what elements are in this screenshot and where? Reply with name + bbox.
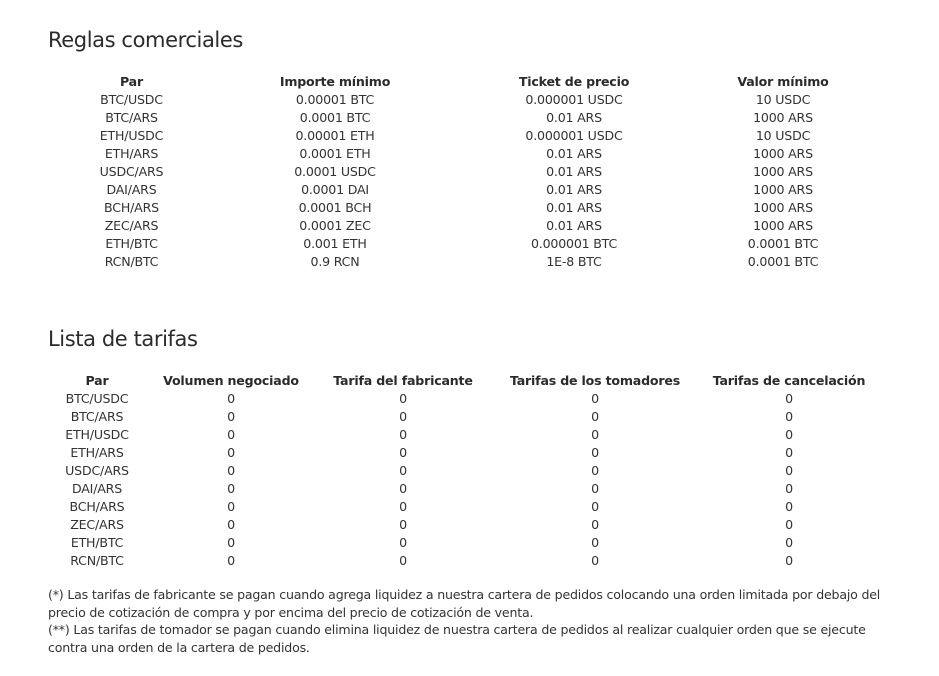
pair-cell: ETH/BTC: [70, 535, 124, 550]
pair-cell: USDC/ARS: [65, 463, 129, 478]
pair-cell: DAI/ARS: [71, 481, 122, 496]
min-value-cell: 0.0001 BTC: [747, 236, 819, 251]
table-row: [48, 127, 873, 145]
table-row: [48, 390, 878, 408]
fee-list-table: [48, 372, 878, 570]
fee-list-title: Lista de tarifas: [48, 327, 198, 351]
table-row: [48, 480, 878, 498]
price-tick-cell: 0.01 ARS: [546, 110, 602, 125]
table-row: [48, 462, 878, 480]
min-value-cell: 1000 ARS: [753, 182, 813, 197]
table-row: [48, 516, 878, 534]
traded-volume-cell: 0: [227, 445, 235, 460]
table-row: [48, 498, 878, 516]
min-value-cell: 1000 ARS: [753, 110, 813, 125]
min-amount-cell: 0.0001 ZEC: [299, 218, 371, 233]
traded-volume-cell: 0: [227, 427, 235, 442]
min-value-cell: 1000 ARS: [753, 146, 813, 161]
min-amount-cell: 0.0001 ETH: [299, 146, 371, 161]
taker-fee-cell: 0: [591, 445, 599, 460]
table-row: [48, 534, 878, 552]
pair-cell: ETH/BTC: [105, 236, 158, 251]
taker-fee-cell: 0: [591, 535, 599, 550]
pair-cell: BTC/USDC: [65, 391, 129, 406]
maker-fee-cell: 0: [399, 535, 407, 550]
taker-fee-cell: 0: [591, 427, 599, 442]
pair-cell: ETH/USDC: [65, 427, 129, 442]
pair-cell: ETH/ARS: [104, 146, 159, 161]
table-row: [48, 181, 873, 199]
maker-fee-cell: 0: [399, 391, 407, 406]
pair-cell: DAI/ARS: [106, 182, 157, 197]
traded-volume-cell: 0: [227, 409, 235, 424]
pair-cell: ETH/USDC: [99, 128, 164, 143]
pair-cell: RCN/BTC: [104, 254, 159, 269]
maker-fee-cell: 0: [399, 517, 407, 532]
price-tick-cell: 0.000001 USDC: [525, 92, 623, 107]
maker-fee-cell: 0: [399, 445, 407, 460]
cancel-fee-cell: 0: [785, 427, 793, 442]
price-tick-cell: 1E-8 BTC: [546, 254, 602, 269]
table-row: [48, 199, 873, 217]
cancel-fee-cell: 0: [785, 553, 793, 568]
min-amount-cell: 0.0001 DAI: [301, 182, 369, 197]
price-tick-cell: 0.01 ARS: [546, 218, 602, 233]
table-row: [48, 217, 873, 235]
table-row: [48, 426, 878, 444]
min-value-cell: 1000 ARS: [753, 164, 813, 179]
trading-rules-title: Reglas comerciales: [48, 28, 243, 52]
column-header-pair: Par: [85, 373, 109, 388]
table-row: [48, 444, 878, 462]
traded-volume-cell: 0: [227, 553, 235, 568]
maker-fee-cell: 0: [399, 553, 407, 568]
taker-fee-note: (**) Las tarifas de tomador se pagan cuando elimina liquidez de nuestra cartera de pedidos al realizar cualquier orden que se ejecute contra una orden de la cartera de pedidos.: [48, 622, 866, 655]
traded-volume-cell: 0: [227, 535, 235, 550]
min-amount-cell: 0.0001 USDC: [294, 164, 376, 179]
price-tick-cell: 0.01 ARS: [546, 146, 602, 161]
column-header-pair: Par: [119, 74, 143, 89]
maker-fee-cell: 0: [399, 481, 407, 496]
min-value-cell: 1000 ARS: [753, 218, 813, 233]
cancel-fee-cell: 0: [785, 445, 793, 460]
maker-fee-cell: 0: [399, 427, 407, 442]
maker-fee-cell: 0: [399, 409, 407, 424]
column-header-taker-fees: Tarifas de los tomadores: [509, 373, 681, 388]
min-value-cell: 10 USDC: [755, 128, 811, 143]
price-tick-cell: 0.000001 BTC: [530, 236, 618, 251]
cancel-fee-cell: 0: [785, 481, 793, 496]
column-header-maker-fee: Tarifa del fabricante: [333, 373, 473, 388]
column-header-min-amount: Importe mínimo: [279, 74, 391, 89]
min-amount-cell: 0.00001 BTC: [295, 92, 375, 107]
traded-volume-cell: 0: [227, 391, 235, 406]
traded-volume-cell: 0: [227, 463, 235, 478]
taker-fee-cell: 0: [591, 463, 599, 478]
column-header-traded-volume: Volumen negociado: [163, 373, 299, 388]
table-row: [48, 235, 873, 253]
pair-cell: BTC/USDC: [100, 92, 163, 107]
table-header-row: [48, 372, 878, 390]
pair-cell: BCH/ARS: [104, 200, 159, 215]
price-tick-cell: 0.01 ARS: [546, 164, 602, 179]
column-header-price-tick: Ticket de precio: [518, 74, 630, 89]
min-amount-cell: 0.0001 BTC: [299, 110, 371, 125]
cancel-fee-cell: 0: [785, 499, 793, 514]
table-row: [48, 163, 873, 181]
price-tick-cell: 0.01 ARS: [546, 200, 602, 215]
maker-fee-note: (*) Las tarifas de fabricante se pagan cuando agrega liquidez a nuestra cartera de pedidos colocando una orden limitada por debajo del precio de cotización de compra y por encima del precio de cotización de venta.: [48, 587, 881, 620]
taker-fee-cell: 0: [591, 481, 599, 496]
price-tick-cell: 0.01 ARS: [546, 182, 602, 197]
min-value-cell: 0.0001 BTC: [747, 254, 819, 269]
pair-cell: BCH/ARS: [69, 499, 125, 514]
column-header-min-value: Valor mínimo: [737, 74, 829, 89]
taker-fee-cell: 0: [591, 409, 599, 424]
taker-fee-cell: 0: [591, 391, 599, 406]
taker-fee-cell: 0: [591, 517, 599, 532]
min-value-cell: 1000 ARS: [753, 200, 813, 215]
pair-cell: ETH/ARS: [70, 445, 124, 460]
pair-cell: ZEC/ARS: [104, 218, 159, 233]
cancel-fee-cell: 0: [785, 391, 793, 406]
min-amount-cell: 0.001 ETH: [303, 236, 367, 251]
taker-fee-cell: 0: [591, 553, 599, 568]
cancel-fee-cell: 0: [785, 517, 793, 532]
table-row: [48, 109, 873, 127]
cancel-fee-cell: 0: [785, 535, 793, 550]
pair-cell: USDC/ARS: [99, 164, 164, 179]
traded-volume-cell: 0: [227, 517, 235, 532]
table-row: [48, 408, 878, 426]
trading-rules-table: [48, 73, 873, 271]
traded-volume-cell: 0: [227, 481, 235, 496]
table-row: [48, 253, 873, 271]
maker-fee-cell: 0: [399, 463, 407, 478]
min-amount-cell: 0.9 RCN: [310, 254, 360, 269]
cancel-fee-cell: 0: [785, 409, 793, 424]
table-row: [48, 91, 873, 109]
pair-cell: ZEC/ARS: [70, 517, 124, 532]
column-header-cancel-fees: Tarifas de cancelación: [712, 373, 866, 388]
min-value-cell: 10 USDC: [755, 92, 811, 107]
taker-fee-cell: 0: [591, 499, 599, 514]
price-tick-cell: 0.000001 USDC: [525, 128, 623, 143]
min-amount-cell: 0.0001 BCH: [298, 200, 372, 215]
maker-fee-cell: 0: [399, 499, 407, 514]
cancel-fee-cell: 0: [785, 463, 793, 478]
pair-cell: RCN/BTC: [70, 553, 124, 568]
pair-cell: BTC/ARS: [70, 409, 124, 424]
traded-volume-cell: 0: [227, 499, 235, 514]
table-row: [48, 552, 878, 570]
pair-cell: BTC/ARS: [105, 110, 158, 125]
min-amount-cell: 0.00001 ETH: [295, 128, 375, 143]
fee-notes: [48, 586, 908, 656]
table-header-row: [48, 73, 873, 91]
table-row: [48, 145, 873, 163]
